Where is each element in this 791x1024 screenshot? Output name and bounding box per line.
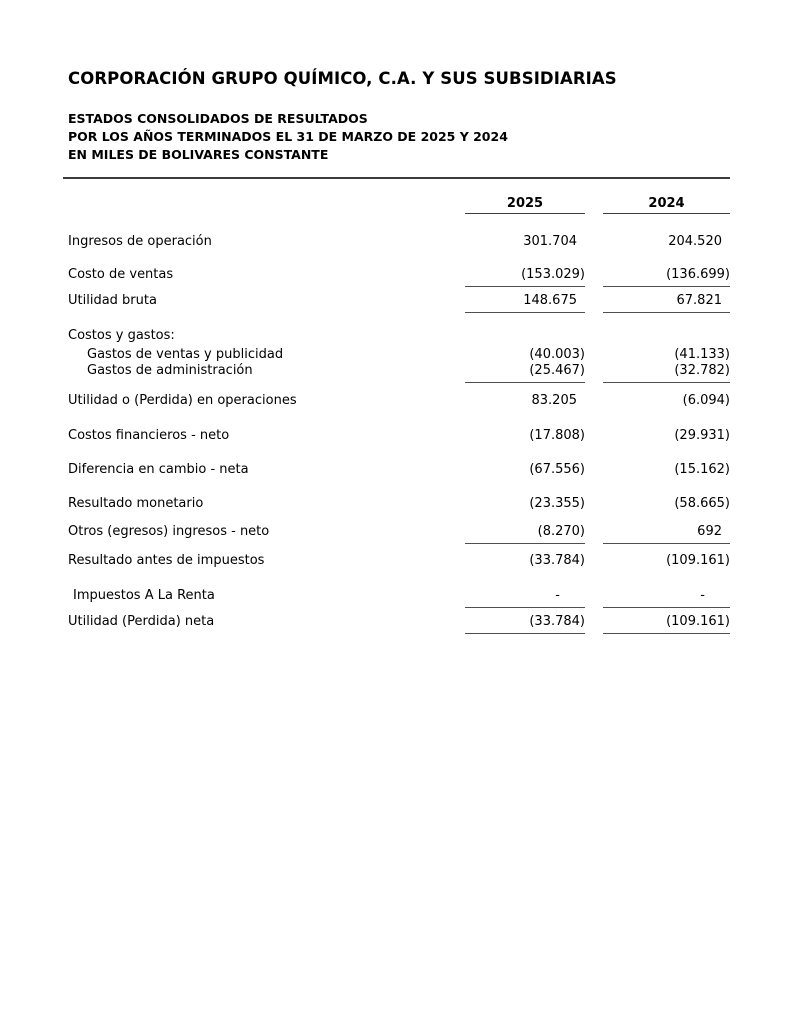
value-2024: (32.782) xyxy=(603,363,730,383)
value-2025: (17.808) xyxy=(529,428,585,443)
statement-period: POR LOS AÑOS TERMINADOS EL 31 DE MARZO DE 2025 Y 2024 xyxy=(68,129,508,144)
value-2025: (23.355) xyxy=(529,496,585,511)
table-row xyxy=(68,363,730,383)
header-rule xyxy=(63,177,730,179)
value-2025: (33.784) xyxy=(465,614,585,634)
income-statement-table xyxy=(68,196,730,634)
column-header-row xyxy=(68,196,730,214)
value-2025: (67.556) xyxy=(529,462,585,477)
value-2024: - xyxy=(603,588,730,608)
row-label: Utilidad o (Perdida) en operaciones xyxy=(68,393,297,408)
value-2025: - xyxy=(465,588,585,608)
row-label: Otros (egresos) ingresos - neto xyxy=(68,524,270,539)
table-row xyxy=(68,393,730,409)
row-label: Costos y gastos: xyxy=(68,328,175,343)
statement-subhead xyxy=(68,110,730,164)
row-label: Ingresos de operación xyxy=(68,234,212,249)
value-2024: 692 xyxy=(603,524,730,544)
value-2025: 83.205 xyxy=(531,393,577,408)
row-label: Utilidad bruta xyxy=(68,293,157,308)
value-2025: (25.467) xyxy=(465,363,585,383)
statement-unit: EN MILES DE BOLIVARES CONSTANTE xyxy=(68,147,329,162)
column-header-2025: 2025 xyxy=(465,196,585,214)
value-2025: (153.029) xyxy=(465,267,585,287)
row-label: Diferencia en cambio - neta xyxy=(68,462,249,477)
value-2024: (109.161) xyxy=(603,614,730,634)
value-2025: (33.784) xyxy=(529,553,585,568)
table-row xyxy=(68,234,730,250)
row-label: Gastos de administración xyxy=(87,363,253,378)
value-2025: (40.003) xyxy=(529,347,585,362)
value-2025: (8.270) xyxy=(465,524,585,544)
row-label: Utilidad (Perdida) neta xyxy=(68,614,215,629)
value-2025: 301.704 xyxy=(523,234,577,249)
row-label: Costos financieros - neto xyxy=(68,428,230,443)
value-2024: (29.931) xyxy=(674,428,730,443)
table-row xyxy=(68,267,730,287)
value-2025: 148.675 xyxy=(465,293,585,313)
row-label: Resultado monetario xyxy=(68,496,204,511)
value-2024: 67.821 xyxy=(603,293,730,313)
row-label: Resultado antes de impuestos xyxy=(68,553,265,568)
table-row xyxy=(68,347,730,363)
statement-title: ESTADOS CONSOLIDADOS DE RESULTADOS xyxy=(68,111,368,126)
value-2024: (6.094) xyxy=(682,393,730,408)
table-row xyxy=(68,553,730,569)
value-2024: (41.133) xyxy=(674,347,730,362)
table-row xyxy=(68,428,730,444)
column-header-2024: 2024 xyxy=(603,196,730,214)
table-row xyxy=(68,328,730,344)
table-row xyxy=(68,496,730,512)
value-2024: (15.162) xyxy=(674,462,730,477)
row-label: Impuestos A La Renta xyxy=(73,588,215,603)
table-row xyxy=(68,588,730,608)
value-2024: (58.665) xyxy=(674,496,730,511)
value-2024: (109.161) xyxy=(666,553,730,568)
table-row xyxy=(68,462,730,478)
table-row xyxy=(68,293,730,313)
table-row xyxy=(68,524,730,544)
value-2024: 204.520 xyxy=(668,234,722,249)
company-title: CORPORACIÓN GRUPO QUÍMICO, C.A. Y SUS SUBSIDIARIAS xyxy=(68,69,617,88)
row-label: Gastos de ventas y publicidad xyxy=(87,347,284,362)
table-row xyxy=(68,614,730,634)
row-label: Costo de ventas xyxy=(68,267,174,282)
value-2024: (136.699) xyxy=(603,267,730,287)
